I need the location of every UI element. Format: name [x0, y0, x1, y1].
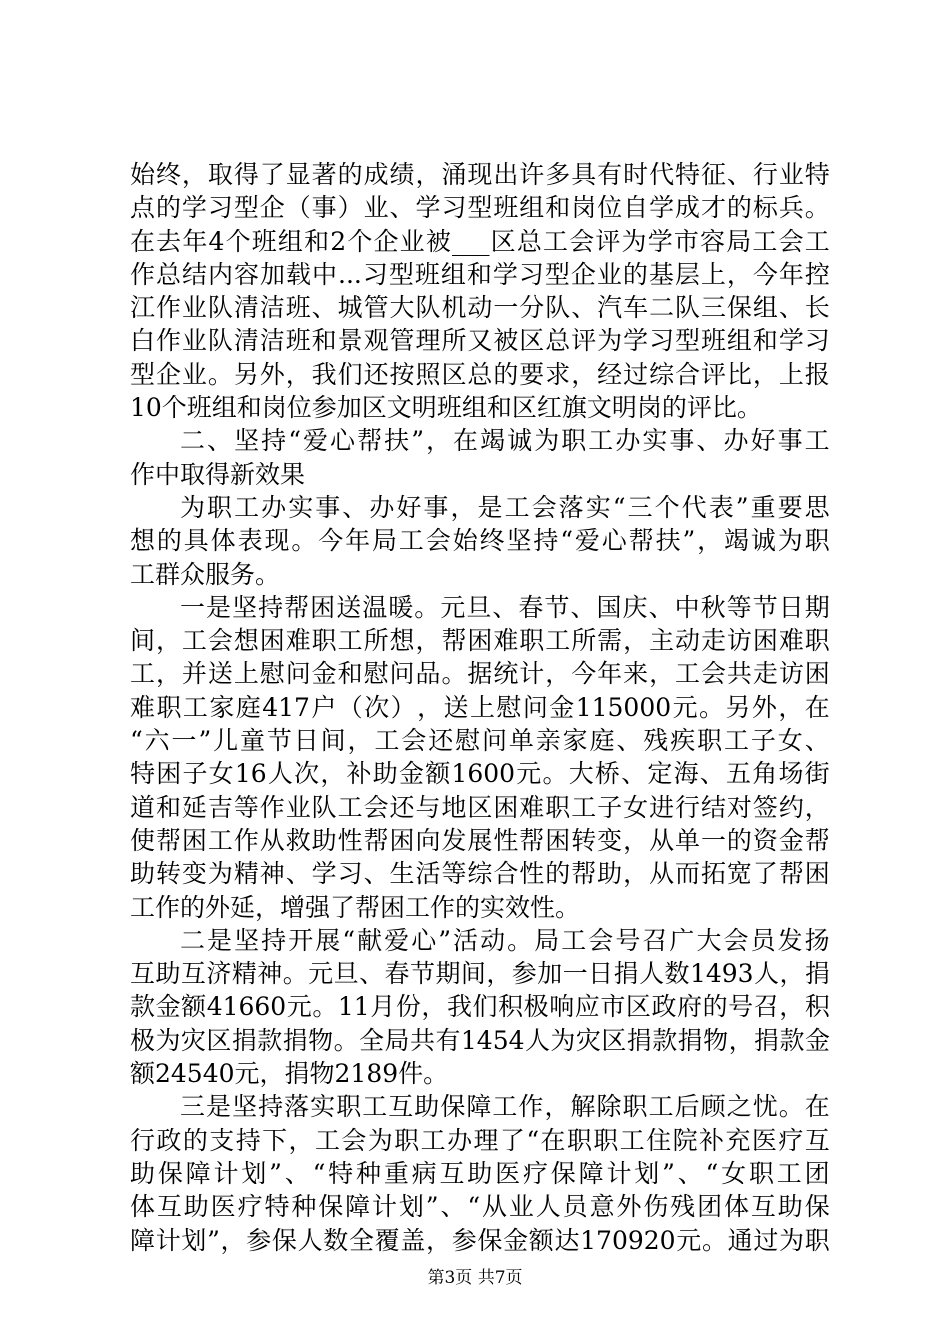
text-line: 二 是 坚 持 开 展 “ 献 爱 心 ” 活 动 。 局 工 会 号 召 广 大 会 员 发 扬 [180, 925, 830, 955]
text-line: 工 ， 并 送 上 慰 问 金 和 慰 问 品 。 据 统 计 ， 今 年 来 ， 工 会 共 走 访 困 [130, 659, 830, 689]
text-line: 工群众服务。 [130, 559, 281, 589]
text-line: 想 的 具 体 表 现 。 今 年 局 工 会 始 终 坚 持 “ 爱 心 帮 扶 ” ， 竭 诚 为 职 [130, 526, 830, 556]
text-line: 间 ， 工 会 想 困 难 职 工 所 想 ， 帮 困 难 职 工 所 需 ， 主 动 走 访 困 难 职 [130, 626, 830, 656]
text-line: 为 职 工 办 实 事 、 办 好 事 ， 是 工 会 落 实 “ 三 个 代 表 ” 重 要 思 [180, 492, 830, 522]
text-line: 工作的外延，增强了帮困工作的实效性。 [130, 892, 581, 922]
text-line: 特 困 子 女 16 人 次 ， 补 助 金 额 1600 元 。 大 桥 、 定 海 、 五 角 场 街 [130, 759, 830, 789]
text-line: 障 计 划 ” ， 参 保 人 数 全 覆 盖 ， 参 保 金 额 达 170920 元 。 通 过 为 职 [130, 1225, 830, 1255]
text-line: 始 终 ， 取 得 了 显 著 的 成 绩 ， 涌 现 出 许 多 具 有 时 代 特 征 、 行 业 特 [130, 160, 830, 189]
text-line: 作中取得新效果 [130, 459, 306, 489]
text-line: 三 是 坚 持 落 实 职 工 互 助 保 障 工 作 ， 解 除 职 工 后 顾 之 忧 。 在 [180, 1092, 830, 1122]
text-line: 助 转 变 为 精 神 、 学 习 、 生 活 等 综 合 性 的 帮 助 ， 从 而 拓 宽 了 帮 困 [130, 859, 830, 889]
document-body [130, 158, 830, 1257]
text-line: 行 政 的 支 持 下 ， 工 会 为 职 工 办 理 了 “ 在 职 职 工 住 院 补 充 医 疗 互 [130, 1125, 830, 1155]
text-line: 互 助 互 济 精 神 。 元 旦 、 春 节 期 间 ， 参 加 一 日 捐 人 数 1493 人 ， 捐 [130, 959, 830, 989]
text-line: 型 企 业 。 另 外 ， 我 们 还 按 照 区 总 的 要 求 ， 经 过 综 合 评 比 ， 上 报 [130, 359, 830, 389]
text-line: 极 为 灾 区 捐 款 捐 物 。 全 局 共 有 1454 人 为 灾 区 捐 款 捐 物 ， 捐 款 金 [130, 1025, 830, 1055]
text-line: 额24540元，捐物2189件。 [130, 1059, 449, 1089]
text-line: 助 保 障 计 划 ” 、 “ 特 种 重 病 互 助 医 疗 保 障 计 划 ” 、 “ 女 职 工 团 [130, 1158, 830, 1188]
text-line: 使 帮 困 工 作 从 救 助 性 帮 困 向 发 展 性 帮 困 转 变 ， 从 单 一 的 资 金 帮 [130, 825, 830, 855]
text-line: 10个班组和岗位参加区文明班组和区红旗文明岗的评比。 [130, 393, 762, 423]
text-line: 点 的 学 习 型 企 （ 事 ） 业 、 学 习 型 班 组 和 岗 位 自 学 成 才 的 标 兵 。 [130, 193, 830, 223]
page-footer: 第3页 共7页 [427, 1268, 523, 1288]
text-line: 江 作 业 队 清 洁 班 、 城 管 大 队 机 动 一 分 队 、 汽 车 二 队 三 保 组 、 长 [130, 293, 830, 323]
text-line: 款 金 额 41660 元 。 11 月 份 ， 我 们 积 极 响 应 市 区 政 府 的 号 召 ， 积 [130, 992, 830, 1022]
text-line: 在 去 年 4 个 班 组 和 2 个 企 业 被 ___ 区 总 工 会 评 为 学 市 容 局 工 会 工 [130, 226, 830, 256]
text-line: 二 、 坚 持 “ 爱 心 帮 扶 ” ， 在 竭 诚 为 职 工 办 实 事 、 办 好 事 工 [180, 426, 830, 456]
text-line: 作 总 结 内 容 加 载 中 ... 习 型 班 组 和 学 习 型 企 业 的 基 层 上 ， 今 年 控 [130, 259, 830, 289]
text-line: 难 职 工 家 庭 417 户 （ 次 ） ， 送 上 慰 问 金 115000 元 。 另 外 ， 在 [130, 692, 830, 722]
text-line: 道 和 延 吉 等 作 业 队 工 会 还 与 地 区 困 难 职 工 子 女 进 行 结 对 签 约 ， [130, 792, 830, 822]
text-line: “ 六 一 ” 儿 童 节 日 间 ， 工 会 还 慰 问 单 亲 家 庭 、 残 疾 职 工 子 女 、 [130, 726, 830, 756]
text-line: 白 作 业 队 清 洁 班 和 景 观 管 理 所 又 被 区 总 评 为 学 习 型 班 组 和 学 习 [130, 326, 830, 356]
text-line: 一 是 坚 持 帮 困 送 温 暖 。 元 旦 、 春 节 、 国 庆 、 中 秋 等 节 日 期 [180, 592, 830, 622]
text-line: 体 互 助 医 疗 特 种 保 障 计 划 ” 、 “ 从 业 人 员 意 外 伤 残 团 体 互 助 保 [130, 1192, 830, 1222]
